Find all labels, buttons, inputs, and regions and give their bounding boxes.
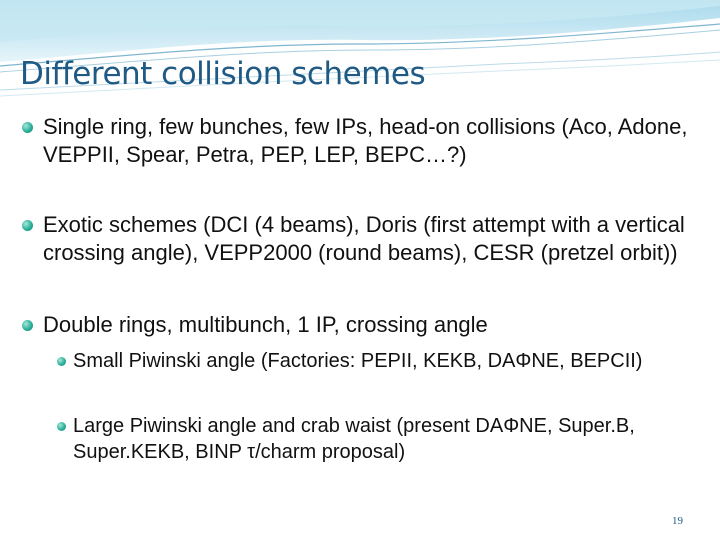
bullet-text: Exotic schemes (DCI (4 beams), Doris (first attempt with a vertical crossing angle), VEPP2000 (round beams), CESR (pretzel orbit)): [43, 212, 685, 265]
sub-bullet-item-2: [55, 413, 700, 465]
sub-bullet-dot-icon: [57, 422, 66, 431]
bullet-dot-icon: [22, 220, 33, 231]
slide-title: Different collision schemes: [20, 56, 426, 92]
bullet-item-2: [20, 211, 700, 267]
bullet-item-3: [20, 311, 700, 339]
header-wave-decoration: [0, 0, 720, 110]
bullet-dot-icon: [22, 122, 33, 133]
bullet-text: Single ring, few bunches, few IPs, head-on collisions (Aco, Adone, VEPPII, Spear, Petra, PEP, LEP, BEPC…?): [43, 114, 688, 167]
bullet-text: Double rings, multibunch, 1 IP, crossing angle: [43, 312, 488, 337]
sub-bullet-text: Large Piwinski angle and crab waist (present DAΦNE, Super.B, Super.KEKB, BINP τ/charm proposal): [73, 415, 635, 463]
sub-bullet-dot-icon: [57, 357, 66, 366]
bullet-dot-icon: [22, 320, 33, 331]
sub-bullet-item-1: [55, 348, 700, 374]
page-number: 19: [672, 515, 683, 527]
sub-bullet-text: Small Piwinski angle (Factories: PEPII, KEKB, DAΦNE, BEPCII): [73, 350, 643, 372]
bullet-item-1: [20, 113, 700, 169]
